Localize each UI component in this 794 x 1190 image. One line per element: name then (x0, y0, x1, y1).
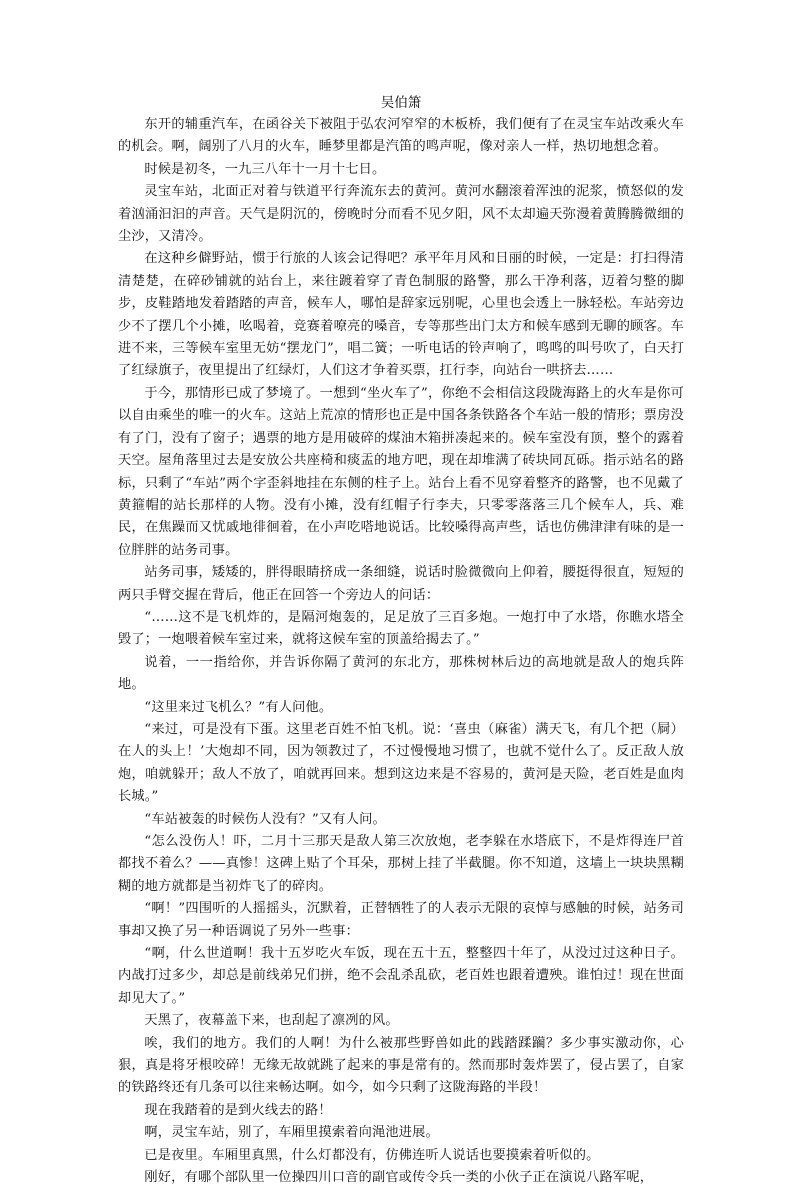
paragraph: 在这种乡僻野站，惯于行旅的人该会记得吧？承平年月风和日丽的时候，一定是：打扫得清清楚楚，在碎砂铺就的站台上，来往踱着穿了青色制服的路警，那么干净利落，迈着匀整的脚步，皮鞋踏地发着踏踏的声音，候车人，哪怕是辞家远别呢，心里也会透上一脉轻松。车站旁边少不了摆几个小摊，吆喝着，竞赛着嘹亮的嗓音，专等那些出门太方和候车感到无聊的顾客。车进不来，三等候车室里无妨“摆龙门”，唱二簧；一听电话的铃声响了，鸣鸣的叫号吹了，白天打了红绿旗子，夜里提出了红绿灯，人们这才争着买票，扛行李，向站台一哄挤去…… (118, 251, 684, 379)
paragraph: “……这不是飞机炸的，是隔河炮轰的，足足放了三百多炮。一炮打中了水塔，你瞧水塔全毁了；一炮喂着候车室过来，就将这候车室的顶盖给揭去了。” (118, 609, 684, 648)
paragraph: 刚好，有哪个部队里一位操四川口音的副官或传令兵一类的小伙子正在演说八路军呢， (144, 1170, 654, 1186)
paragraph: “怎么没伤人！吓，二月十三那天是敌人第三次放炮，老李躲在水塔底下，不是炸得连尸首都找不着么？——真惨！这碑上贴了个耳朵，那树上挂了半截腿。你不知道，这墙上一块块黑糊糊的地方就都是当初炸飞了的碎肉。 (118, 834, 684, 894)
paragraph: 天黑了，夜幕盖下来，也刮起了凛冽的风。 (144, 1013, 399, 1029)
paragraph: “啊！”四围听的人摇摇头，沉默着，正替牺牲了的人表示无限的哀悼与感触的时候，站务司事却又换了另一种语调说了另外一些事： (118, 901, 684, 939)
paragraph: 灵宝车站，北面正对着与铁道平行奔流东去的黄河。黄河水翻滚着浑浊的泥浆，愤怒似的发着汹涌汩汩的声音。天气是阴沉的，傍晚时分而看不见夕阳，风不太却遍天弥漫着黄腾腾微细的尘沙，又清冷。 (118, 184, 684, 245)
paragraph: 站务司事，矮矮的，胖得眼睛挤成一条细缝，说话时脸微微向上仰着，腰挺得很直，短短的两只手臂交握在背后，他正在回答一个旁边人的问话： (118, 565, 684, 603)
paragraph: 于今，那情形已成了梦境了。一想到“坐火车了”，你绝不会相信这段陇海路上的火车是你可以自由乘坐的唯一的火车。这站上荒凉的情形也正是中国各条铁路各个车站一般的情形；票房没有了门，没有了窗子；遇票的地方是用破碎的煤油木箱拼凑起来的。候车室没有顶，整个的露着天空。屋角落里过去是安放公共座椅和痰盂的地方吧，现在却堆满了砖块同瓦砾。指示站名的路标，只剩了“车站”两个字歪斜地挂在东侧的柱子上。站台上看不见穿着整齐的路警，也不见戴了黄箍帽的站长那样的人物。没有小摊，没有红帽子行李夫，只零零落落三几个候车人，兵、难民，在焦躁而又忧戚地徘徊着，在小声吃嗒地说话。比较嗓得高声些，话也仿佛津津有味的是一位胖胖的站务司事。 (118, 385, 684, 558)
paragraph: “车站被轰的时候伤人没有？”又有人问。 (144, 811, 386, 827)
paragraph: 唉，我们的地方。我们的人啊！为什么被那些野兽如此的践踏蹂躏？多少事实激动你，心狠，真是将牙根咬碎！无缘无故就跳了起来的事是常有的。然而那时轰炸罢了，侵占罢了，自家的铁路终还有几条可以往来畅达啊。如今，如今只剩了这陇海路的半段！ (118, 1035, 684, 1096)
document-page (118, 94, 684, 1190)
paragraph: 东开的辅重汽车，在函谷关下被阻于弘农河窄窄的木板桥，我们便有了在灵宝车站改乘火车的机会。啊，阔别了八月的火车，睡梦里都是汽笛的鸣声呢，像对亲人一样，热切地想念着。 (118, 117, 684, 155)
paragraph: “啊，什么世道啊！我十五岁吃火车饭，现在五十五，整整四十年了，从没过过这种日子。内战打过多少，却总是前线弟兄们拼，绝不会乱杀乱砍，老百姓也跟着遭殃。谁怕过！现在世面却见大了。” (118, 946, 684, 1006)
paragraph: “这里来过飞机么？”有人问他。 (144, 699, 333, 715)
paragraph: “来过，可是没有下蛋。这里老百姓不怕飞机。说：‘喜虫（麻雀）满天飞，有几个把（屙）在人的头上！’大炮却不同，因为领教过了，不过慢慢地习惯了，也就不觉什么了。反正敌人放炮，咱就躲开；敌人不放了，咱就再回来。想到这边来是不容易的，黄河是天险，老百姓是血肉长城。” (118, 721, 684, 805)
paragraph: 啊，灵宝车站，别了，车厢里摸索着向渑池进展。 (144, 1125, 439, 1141)
document-title: 吴伯箫 (380, 95, 422, 111)
paragraph: 时候是初冬，一九三八年十一月十七日。 (144, 161, 386, 177)
paragraph: 现在我踏着的是到火线去的路！ (144, 1102, 332, 1118)
paragraph: 已是夜里。车厢里真黑，什么灯都没有，仿佛连听人说话也要摸索着听似的。 (144, 1147, 600, 1163)
paragraph: 说着，一一指给你，并告诉你隔了黄河的东北方，那株树林后边的高地就是敌人的炮兵阵地。 (118, 654, 684, 693)
document-body (118, 114, 684, 1190)
